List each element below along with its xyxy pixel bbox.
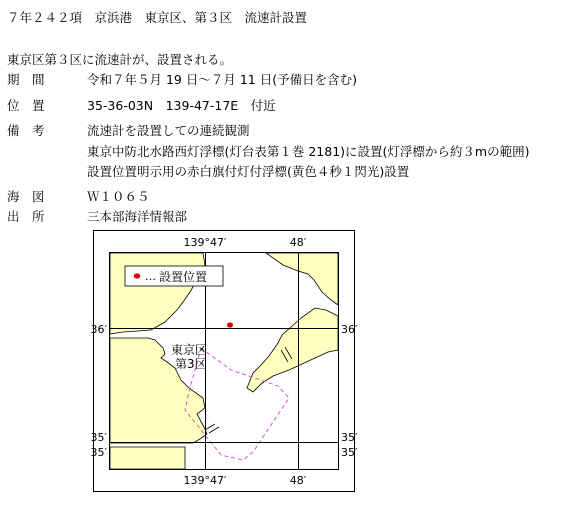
period-value: 令和７年５月 19 日～７月 11 日(予備日を含む) <box>87 72 357 87</box>
area-label-line-1: 東京区 <box>171 343 208 357</box>
remarks-label: 備 考 <box>7 123 45 138</box>
lon-label-bottom-13947: 139°47′ <box>183 474 227 487</box>
position-label: 位 置 <box>7 98 45 113</box>
lat-label-left-35b: 35′ <box>90 446 107 459</box>
map-svg <box>90 230 358 492</box>
chart-value: Ｗ１０６５ <box>87 189 150 204</box>
notice-intro: 東京区第３区に流速計が、設置される。 <box>7 52 233 67</box>
chart-label: 海 図 <box>7 189 45 204</box>
lon-label-top-13947: 139°47′ <box>183 236 227 249</box>
lon-label-bottom-48: 48′ <box>289 474 307 487</box>
land-bottom-left <box>110 447 185 469</box>
legend-marker-icon <box>134 273 140 278</box>
lat-label-left-36: 36′ <box>90 323 107 336</box>
lat-label-right-36: 36′ <box>341 323 358 336</box>
position-value: 35-36-03N 139-47-17E 付近 <box>87 98 276 113</box>
source-value: 三本部海洋情報部 <box>87 209 188 224</box>
location-map <box>90 230 358 492</box>
source-row <box>7 207 187 225</box>
legend-dots: … <box>145 270 156 283</box>
period-label: 期 間 <box>7 72 45 87</box>
area-label-line-2: 第3区 <box>175 357 207 371</box>
lon-label-top-48: 48′ <box>289 236 307 249</box>
remarks-line-1: 流速計を設置しての連続観測 <box>87 123 250 138</box>
legend-label: 設置位置 <box>159 270 208 284</box>
remarks-line-3: 設置位置明示用の赤白旗付灯付浮標(黄色４秒１閃光)設置 <box>87 164 410 179</box>
installation-marker-icon <box>227 322 233 327</box>
chart-row <box>7 187 150 205</box>
lat-label-right-35b: 35′ <box>341 446 358 459</box>
source-label: 出 所 <box>7 209 45 224</box>
lat-label-right-35a: 35′ <box>341 431 358 444</box>
period-row <box>7 70 357 88</box>
remarks-row <box>7 121 250 139</box>
lat-label-left-35a: 35′ <box>90 431 107 444</box>
position-row <box>7 96 276 114</box>
notice-title: ７年２４２項 京浜港 東京区、第３区 流速計設置 <box>7 10 308 25</box>
remarks-line-2: 東京中防北水路西灯浮標(灯台表第１巻 2181)に設置(灯浮標から約３mの範囲) <box>87 144 530 159</box>
